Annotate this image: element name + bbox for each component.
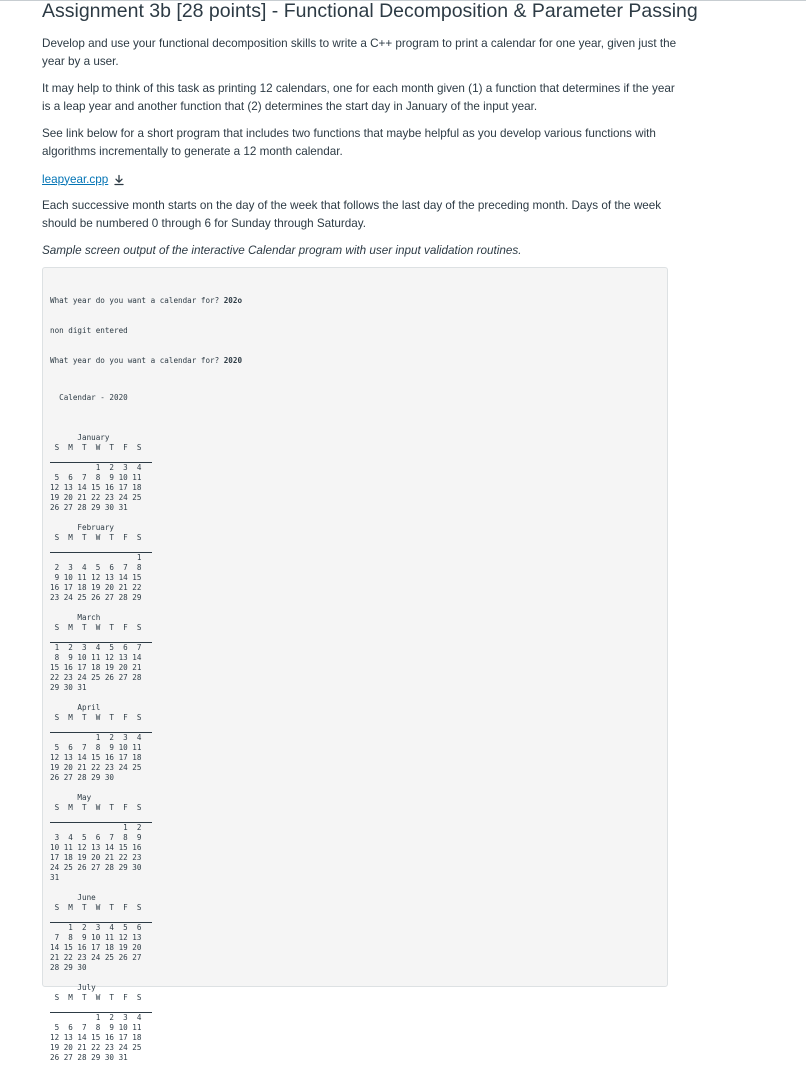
week-row: 16 17 18 19 20 21 22	[50, 583, 142, 592]
page-title: Assignment 3b [28 points] - Functional Decomposition & Parameter Passing	[42, 0, 698, 22]
file-link-row	[42, 170, 125, 188]
weekday-header: S M T W T F S	[50, 623, 142, 632]
calendar-months	[50, 433, 667, 1063]
week-row: 26 27 28 29 30 31	[50, 1053, 128, 1062]
calendar-month	[50, 613, 667, 693]
month-name: March	[50, 613, 101, 622]
week-row: 1 2 3 4	[50, 463, 142, 472]
link-description-paragraph: See link below for a short program that includes two functions that maybe helpful as you develop various functions with algorithms incrementally to generate a 12 month calendar.	[42, 127, 656, 158]
week-row: 21 22 23 24 25 26 27	[50, 953, 142, 962]
week-row: 12 13 14 15 16 17 18	[50, 753, 142, 762]
weekday-header: S M T W T F S	[50, 443, 142, 452]
month-name: February	[50, 523, 115, 532]
prompt-text: What year do you want a calendar for?	[50, 356, 224, 365]
intro-paragraph: Develop and use your functional decomposition skills to write a C++ program to print a calendar for one year, given just the year by a user.	[42, 37, 677, 68]
month-name: June	[50, 893, 96, 902]
week-row: 12 13 14 15 16 17 18	[50, 1033, 142, 1042]
week-row: 23 24 25 26 27 28 29	[50, 593, 142, 602]
week-row: 1 2 3 4 5 6	[50, 923, 142, 932]
prompt-line-1	[50, 296, 667, 306]
week-row: 3 4 5 6 7 8 9	[50, 833, 142, 842]
calendar-month	[50, 433, 667, 513]
week-row: 19 20 21 22 23 24 25	[50, 493, 142, 502]
week-row: 7 8 9 10 11 12 13	[50, 933, 142, 942]
week-row: 15 16 17 18 19 20 21	[50, 663, 142, 672]
hint-paragraph: It may help to think of this task as printing 12 calendars, one for each month given (1) a function that determines if the year is a leap year and another function that (2) determines the start day in January of the input year.	[42, 82, 675, 113]
week-row: 1 2 3 4	[50, 1013, 142, 1022]
week-row: 19 20 21 22 23 24 25	[50, 763, 142, 772]
month-name: April	[50, 703, 101, 712]
weekday-header: S M T W T F S	[50, 533, 142, 542]
leapyear-file-link[interactable]: leapyear.cpp	[42, 172, 109, 186]
week-row: 24 25 26 27 28 29 30	[50, 863, 142, 872]
week-row: 2 3 4 5 6 7 8	[50, 563, 142, 572]
week-row: 29 30 31	[50, 683, 87, 692]
month-name: May	[50, 793, 92, 802]
prompt-text: What year do you want a calendar for?	[50, 296, 224, 305]
prompt-line-2	[50, 356, 667, 366]
week-row: 10 11 12 13 14 15 16	[50, 843, 142, 852]
week-row: 1 2 3 4	[50, 733, 142, 742]
calendar-month	[50, 703, 667, 783]
week-row: 1 2	[50, 823, 142, 832]
week-row: 19 20 21 22 23 24 25	[50, 1043, 142, 1052]
week-row: 26 27 28 29 30	[50, 773, 115, 782]
sample-caption: Sample screen output of the interactive Calendar program with user input validation routines.	[42, 244, 522, 257]
week-row: 14 15 16 17 18 19 20	[50, 943, 142, 952]
week-row: 31	[50, 873, 60, 882]
sample-output-block	[42, 267, 668, 1062]
week-row: 5 6 7 8 9 10 11	[50, 473, 142, 482]
calendar-title: Calendar - 2020	[50, 393, 128, 402]
week-row: 5 6 7 8 9 10 11	[50, 1023, 142, 1032]
weekday-header: S M T W T F S	[50, 713, 142, 722]
calendar-month	[50, 983, 667, 1063]
week-row: 12 13 14 15 16 17 18	[50, 483, 142, 492]
week-row: 5 6 7 8 9 10 11	[50, 743, 142, 752]
user-input-valid: 2020	[223, 356, 243, 365]
month-rule-paragraph: Each successive month starts on the day of the week that follows the last day of the preceding month. Days of the week should be numbered 0 through 6 for Sunday through Saturday.	[42, 199, 662, 230]
week-row: 28 29 30	[50, 963, 87, 972]
error-line: non digit entered	[50, 326, 128, 335]
week-row: 22 23 24 25 26 27 28	[50, 673, 142, 682]
calendar-month	[50, 893, 667, 973]
user-input-invalid: 202o	[223, 296, 243, 305]
weekday-header: S M T W T F S	[50, 903, 142, 912]
month-name: July	[50, 983, 96, 992]
download-icon[interactable]	[113, 173, 125, 185]
week-row: 26 27 28 29 30 31	[50, 503, 128, 512]
weekday-header: S M T W T F S	[50, 803, 142, 812]
calendar-month	[50, 793, 667, 883]
week-row: 1 2 3 4 5 6 7	[50, 643, 142, 652]
week-row: 1	[50, 553, 142, 562]
weekday-header: S M T W T F S	[50, 993, 142, 1002]
week-row: 8 9 10 11 12 13 14	[50, 653, 142, 662]
month-name: January	[50, 433, 110, 442]
calendar-month	[50, 523, 667, 603]
week-row: 17 18 19 20 21 22 23	[50, 853, 142, 862]
week-row: 9 10 11 12 13 14 15	[50, 573, 142, 582]
